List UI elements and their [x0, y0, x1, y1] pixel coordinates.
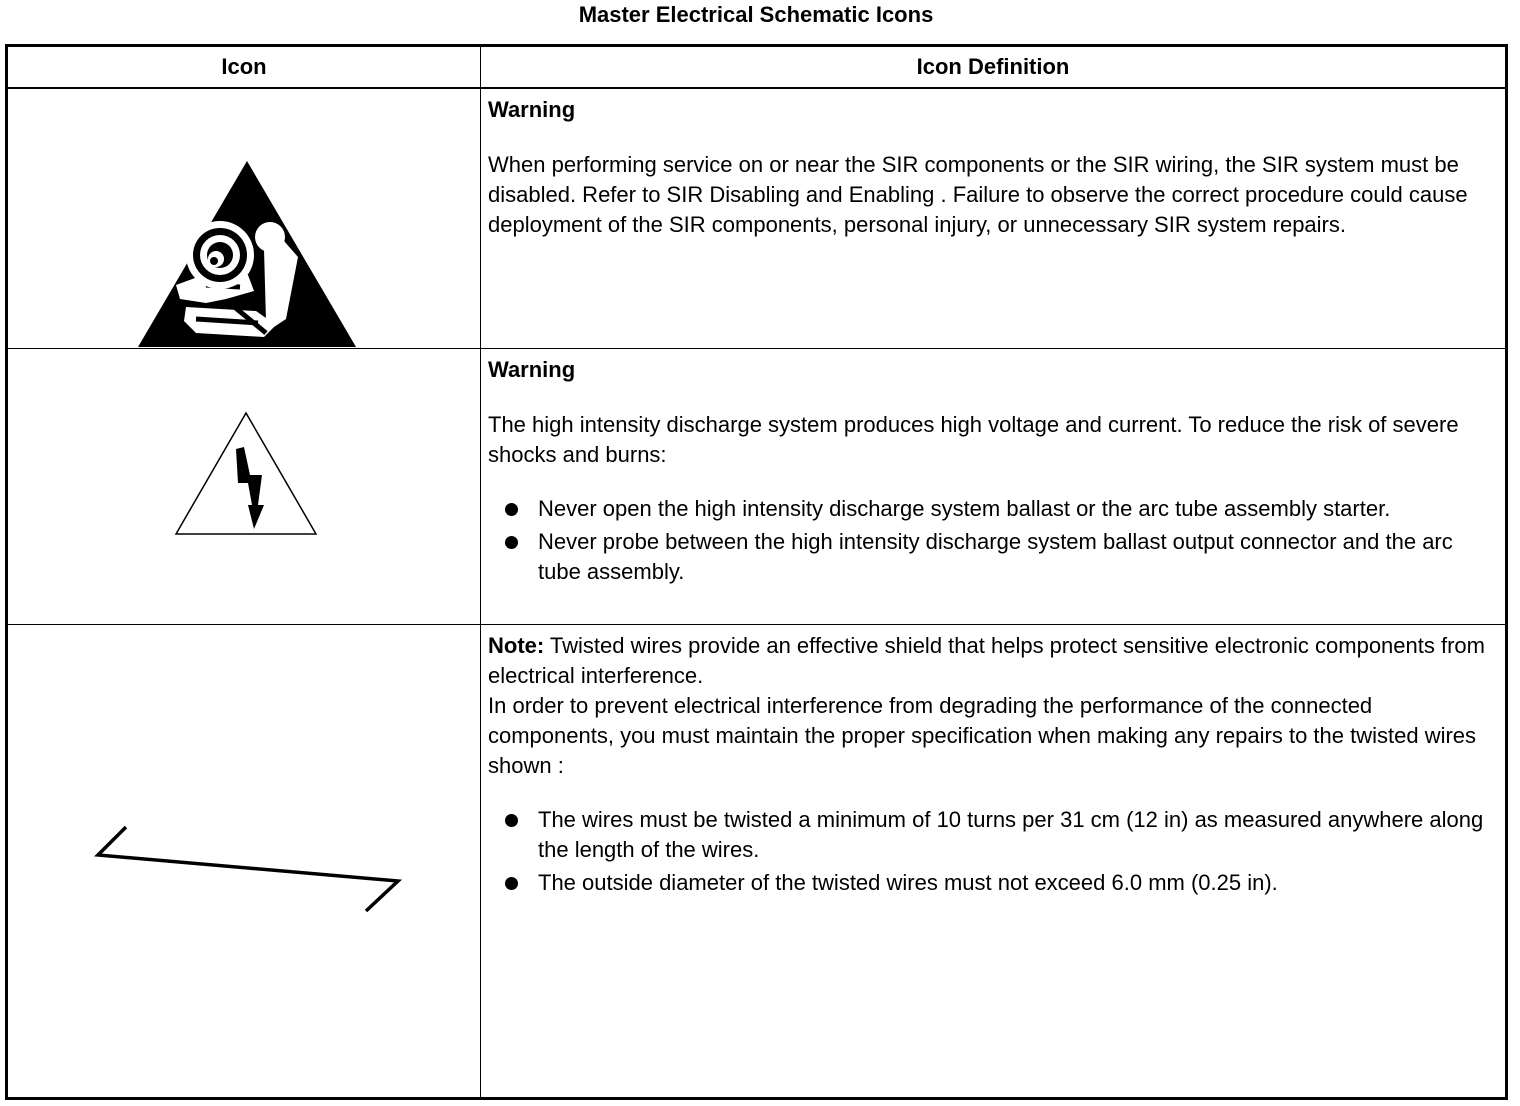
definition-cell [481, 348, 1507, 624]
table-row [7, 348, 1507, 624]
warning-text: When performing service on or near the SIR components or the SIR wiring, the SIR system must be disabled. Refer to SIR Disabling and Enabling . Failure to observe the correct procedure could cause deployment of the SIR components, personal injury, or unnecessary SIR system repairs. [488, 152, 1468, 237]
bullet-list [488, 494, 1499, 587]
table-header-row [7, 46, 1507, 89]
definition-cell [481, 624, 1507, 1099]
bullet-icon [505, 503, 518, 516]
list-item: The wires must be twisted a minimum of 10 turns per 31 cm (12 in) as measured anywhere along the length of the wires. [488, 805, 1499, 865]
icon-cell [7, 624, 481, 1099]
header-definition: Icon Definition [481, 46, 1507, 89]
bullet-icon [505, 814, 518, 827]
sir-airbag-warning-icon [136, 157, 358, 351]
warning-text: The high intensity discharge system produces high voltage and current. To reduce the risk of severe shocks and burns: [488, 411, 1459, 467]
table-row [7, 88, 1507, 348]
header-icon: Icon [7, 46, 481, 89]
bullet-list [488, 805, 1499, 898]
note-label: Note: [488, 632, 545, 658]
list-item: Never probe between the high intensity discharge system ballast output connector and the arc tube assembly. [488, 527, 1499, 587]
bullet-icon [505, 877, 518, 890]
twisted-wires-icon [88, 823, 408, 919]
note-text: Note: Twisted wires provide an effective shield that helps protect sensitive electronic components from electrical interference. [488, 632, 1485, 688]
definition-cell [481, 88, 1507, 348]
list-item: The outside diameter of the twisted wires must not exceed 6.0 mm (0.25 in). [488, 868, 1499, 898]
bullet-icon [505, 536, 518, 549]
instruction-text: In order to prevent electrical interference from degrading the performance of the connected components, you must maintain the proper specification when making any repairs to the twisted wires shown : [488, 692, 1477, 778]
icon-cell [7, 348, 481, 624]
icons-table [5, 44, 1508, 1100]
icon-cell [7, 88, 481, 348]
high-voltage-warning-icon [174, 411, 318, 537]
warning-heading: Warning [488, 356, 576, 382]
warning-heading: Warning [488, 97, 576, 122]
page-title: Master Electrical Schematic Icons [578, 2, 934, 27]
list-item: Never open the high intensity discharge system ballast or the arc tube assembly starter. [488, 494, 1499, 524]
table-row [7, 624, 1507, 1099]
